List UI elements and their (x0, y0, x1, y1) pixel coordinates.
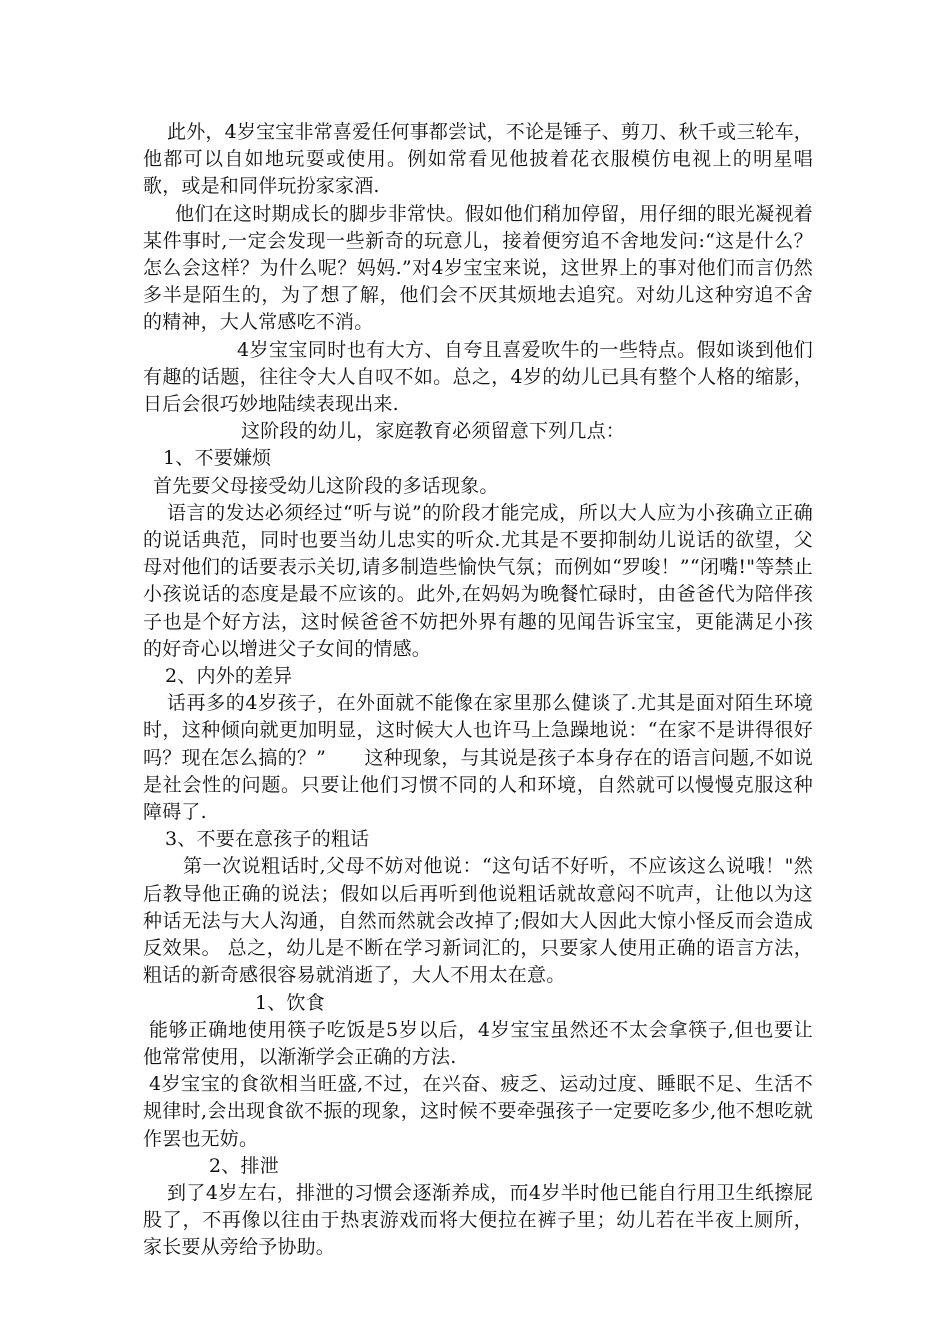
heading-dont-be-annoyed: 1、不要嫌烦 (163, 447, 272, 470)
heading-inside-outside-difference: 2、内外的差异 (165, 665, 293, 688)
paragraph-accept-talkative: 首先要父母接受幼儿这阶段的多话现象。 (153, 474, 499, 497)
document-body (143, 119, 813, 1262)
paragraph-growth-curiosity: 他们在这时期成长的脚步非常快。假如他们稍加停留，用仔细的眼光凝视着某件事时,一定会发现一些新奇的玩意儿，接着便穷追不舍地发问:“这是什么？怎么会这样？为什么呢？妈妈.”对4岁宝宝来说，这世界上的事对他们而言仍然多半是陌生的，为了想了解，他们会不厌其烦地去追究。对幼儿这种穷追不舍的精神，大人常感吃不消。 (143, 202, 813, 334)
paragraph-rude-words-handling: 第一次说粗话时,父母不妨对他说：“这句话不好听，不应该这么说哦！"然后教导他正确的说法；假如以后再听到他说粗话就故意闷不吭声，让他以为这种话无法与大人沟通，自然而然就会改掉了;假如大人因此大惊小怪反而会造成反效果。 总之，幼儿是不断在学习新词汇的，只要家人使用正确的语言方法，粗话的新奇感很容易就消逝了，大人不用太在意。 (143, 855, 813, 987)
paragraph-chopsticks: 能够正确地使用筷子吃饭是5岁以后，4岁宝宝虽然还不太会拿筷子,但也要让他常常使用，以渐渐学会正确的方法. (143, 1018, 813, 1068)
heading-toileting: 2、排泄 (209, 1154, 279, 1177)
paragraph-social-environment: 话再多的4岁孩子，在外面就不能像在家里那么健谈了.尤其是面对陌生环境时，这种倾向就更加明显，这时候大人也许马上急躁地说：“在家不是讲得很好吗？现在怎么搞的？” 这种现象，与其说是孩子本身存在的语言问题,不如说是社会性的问题。只要让他们习惯不同的人和环境，自然就可以慢慢克服这种障碍了. (143, 692, 813, 824)
paragraph-language-development: 语言的发达必须经过“听与说”的阶段才能完成，所以大人应为小孩确立正确的说话典范，同时也要当幼儿忠实的听众.尤其是不要抑制幼儿说话的欲望，父母对他们的话要表示关切,请多制造些愉快气氛；而例如“罗唆！”“闭嘴!"等禁止小孩说话的态度是最不应该的。此外,在妈妈为晚餐忙碌时，由爸爸代为陪伴孩子也是个好方法，这时候爸爸不妨把外界有趣的见闻告诉宝宝，更能满足小孩的好奇心以增进父子女间的情感。 (143, 501, 813, 660)
paragraph-toileting-habits: 到了4岁左右，排泄的习惯会逐渐养成，而4岁半时他已能自行用卫生纸擦屁股了，不再像以往由于热衷游戏而将大便拉在裤子里；幼儿若在半夜上厕所，家长要从旁给予协助。 (143, 1181, 813, 1259)
heading-diet: 1、饮食 (255, 991, 325, 1014)
paragraph-education-intro: 这阶段的幼儿，家庭教育必须留意下列几点： (241, 420, 626, 443)
paragraph-appetite: 4岁宝宝的食欲相当旺盛,不过，在兴奋、疲乏、运动过度、睡眠不足、生活不规律时,会出现食欲不振的现象，这时候不要牵强孩子一定要吃多少,他不想吃就作罢也无妨。 (143, 1073, 813, 1150)
heading-rude-words: 3、不要在意孩子的粗话 (165, 828, 370, 851)
paragraph-boasting-traits: 4岁宝宝同时也有大方、自夸且喜爱吹牛的一些特点。假如谈到他们有趣的话题，往往令大人自叹不如。总之，4岁的幼儿已具有整个人格的缩影，日后会很巧妙地陆续表现出来. (143, 338, 813, 416)
paragraph-trying-everything: 此外，4岁宝宝非常喜爱任何事都尝试，不论是锤子、剪刀、秋千或三轮车，他都可以自如地玩耍或使用。例如常看见他披着花衣服模仿电视上的明星唱歌，或是和同伴玩扮家家酒. (143, 121, 813, 198)
